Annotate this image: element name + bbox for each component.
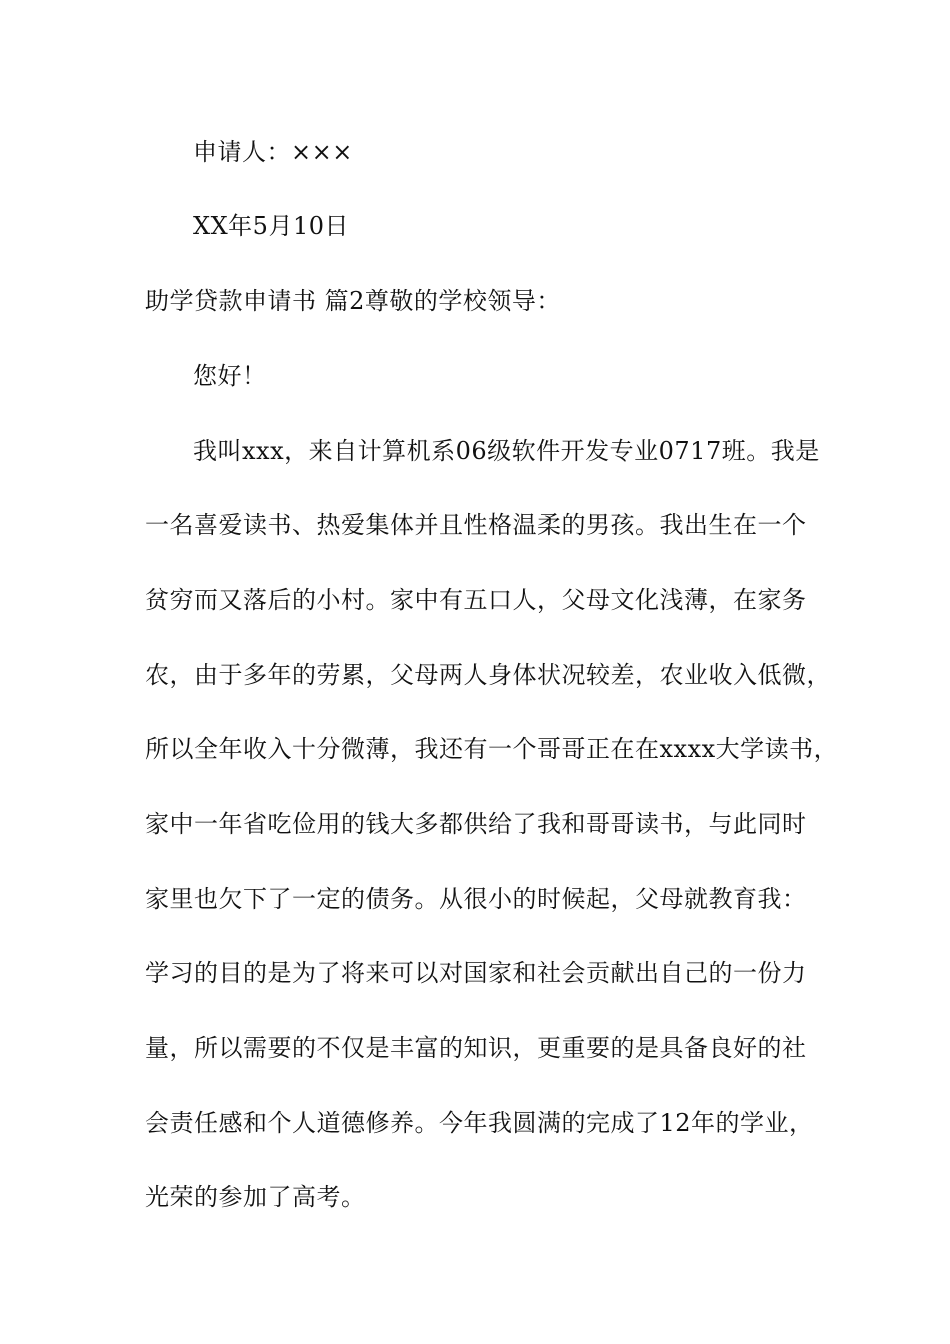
body-line: 学习的目的是为了将来可以对国家和社会贡献出自己的一份力 <box>145 959 807 987</box>
body-line: 贫穷而又落后的小村。家中有五口人，父母文化浅薄，在家务 <box>145 586 807 614</box>
body-line: 家里也欠下了一定的债务。从很小的时候起，父母就教育我： <box>145 885 807 913</box>
body-line: 家中一年省吃俭用的钱大多都供给了我和哥哥读书，与此同时 <box>145 810 807 838</box>
body-line: 会责任感和个人道德修养。今年我圆满的完成了12年的学业， <box>145 1109 814 1137</box>
body-line: 光荣的参加了高考。 <box>145 1183 366 1211</box>
body-line: 我叫xxx，来自计算机系06级软件开发专业0717班。我是 <box>193 437 820 465</box>
section-heading: 助学贷款申请书 篇2尊敬的学校领导： <box>145 287 561 315</box>
body-line: 一名喜爱读书、热爱集体并且性格温柔的男孩。我出生在一个 <box>145 511 807 539</box>
date-line: XX年5月10日 <box>193 212 349 240</box>
body-line: 所以全年收入十分微薄，我还有一个哥哥正在在xxxx大学读书， <box>145 735 839 763</box>
greeting-line: 您好！ <box>193 362 267 390</box>
body-line: 农，由于多年的劳累，父母两人身体状况较差，农业收入低微， <box>145 661 831 689</box>
body-line: 量，所以需要的不仅是丰富的知识，更重要的是具备良好的社 <box>145 1034 807 1062</box>
applicant-line: 申请人：××× <box>193 138 353 166</box>
